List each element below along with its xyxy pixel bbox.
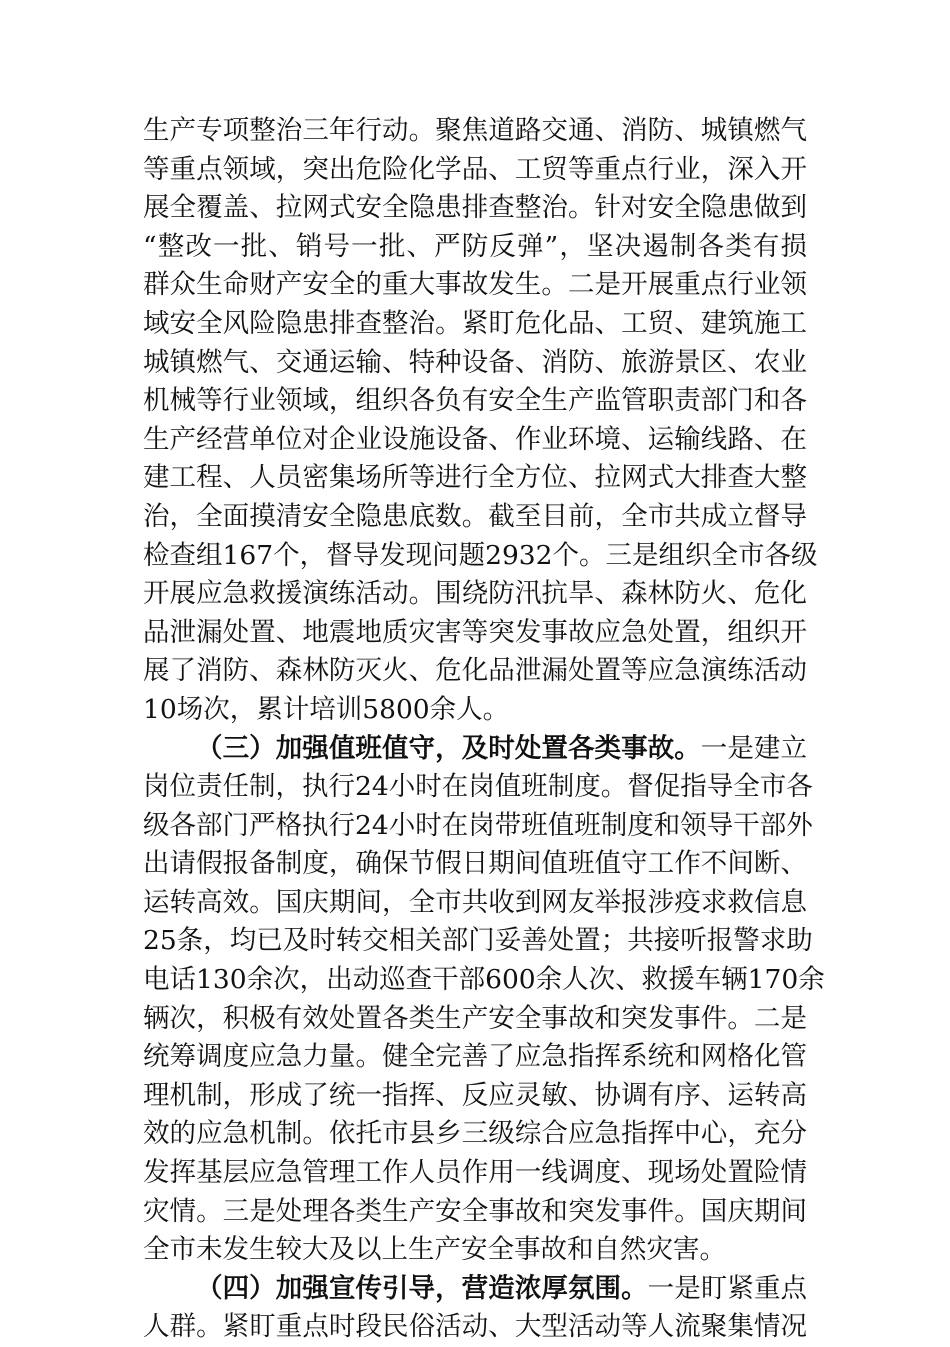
paragraph-line: 展了消防、森林防灭火、危化品泄漏处置等应急演练活动 [143, 655, 807, 687]
paragraph-line: 人群。紧盯重点时段民俗活动、大型活动等人流聚集情况 [143, 1311, 807, 1343]
paragraph-line: 开展应急救援演练活动。围绕防汛抗旱、森林防火、危化 [143, 578, 807, 610]
paragraph-line: 统筹调度应急力量。健全完善了应急指挥系统和网格化管 [143, 1041, 807, 1073]
paragraph-line: 理机制，形成了统一指挥、反应灵敏、协调有序、运转高 [143, 1079, 807, 1111]
paragraph-line: 生产经营单位对企业设施设备、作业环境、运输线路、在 [143, 423, 807, 455]
paragraph-line: 展全覆盖、拉网式安全隐患排查整治。针对安全隐患做到 [143, 192, 807, 224]
paragraph-line: 域安全风险隐患排查整治。紧盯危化品、工贸、建筑施工 [143, 307, 807, 339]
paragraph-line: 电话130余次，出动巡查干部600余人次、救援车辆170余 [143, 964, 825, 996]
section-4-heading: （四）加强宣传引导，营造浓厚氛围。 [196, 1272, 648, 1304]
paragraph-line: 治，全面摸清安全隐患底数。截至目前，全市共成立督导 [143, 500, 807, 532]
paragraph-line: 运转高效。国庆期间，全市共收到网友举报涉疫求救信息 [143, 886, 807, 918]
section-3-first-line [143, 730, 807, 769]
paragraph-line: 群众生命财产安全的重大事故发生。二是开展重点行业领 [143, 269, 807, 301]
paragraph-line: 检查组167个，督导发现问题2932个。三是组织全市各级 [143, 539, 818, 571]
paragraph-line: 辆次，积极有效处置各类生产安全事故和突发事件。二是 [143, 1002, 807, 1034]
section-3-first-text: 一是建立 [700, 732, 808, 764]
paragraph-line: 级各部门严格执行24小时在岗带班值班制度和领导干部外 [143, 809, 813, 841]
paragraph-line: 全市未发生较大及以上生产安全事故和自然灾害。 [143, 1234, 726, 1266]
paragraph-line: “整改一批、销号一批、严防反弹”，坚决遏制各类有损 [143, 230, 807, 262]
paragraph-line: 岗位责任制，执行24小时在岗值班制度。督促指导全市各 [143, 771, 813, 803]
paragraph-line: 机械等行业领域，组织各负有安全生产监管职责部门和各 [143, 385, 807, 417]
section-4-first-text: 一是盯紧重点 [647, 1272, 808, 1304]
document-body [143, 112, 825, 1347]
paragraph-line: 城镇燃气、交通运输、特种设备、消防、旅游景区、农业 [143, 346, 807, 378]
paragraph-line: 生产专项整治三年行动。聚焦道路交通、消防、城镇燃气 [143, 115, 807, 146]
paragraph-line: 建工程、人员密集场所等进行全方位、拉网式大排查大整 [143, 462, 807, 494]
paragraph-line: 10场次，累计培训5800余人。 [143, 693, 510, 725]
paragraph-line: 等重点领域，突出危险化学品、工贸等重点行业，深入开 [143, 153, 807, 185]
paragraph-line: 品泄漏处置、地震地质灾害等突发事故应急处置，组织开 [143, 616, 807, 648]
paragraph-line: 25条，均已及时转交相关部门妥善处置；共接听报警求助 [143, 925, 813, 957]
section-3-heading: （三）加强值班值守，及时处置各类事故。 [196, 732, 701, 764]
section-4-first-line [143, 1270, 807, 1309]
paragraph-line: 灾情。三是处理各类生产安全事故和突发事件。国庆期间 [143, 1195, 807, 1227]
paragraph-line: 效的应急机制。依托市县乡三级综合应急指挥中心，充分 [143, 1118, 807, 1150]
paragraph-line: 发挥基层应急管理工作人员作用一线调度、现场处置险情 [143, 1157, 807, 1189]
paragraph-line: 出请假报备制度，确保节假日期间值班值守工作不间断、 [143, 848, 807, 880]
